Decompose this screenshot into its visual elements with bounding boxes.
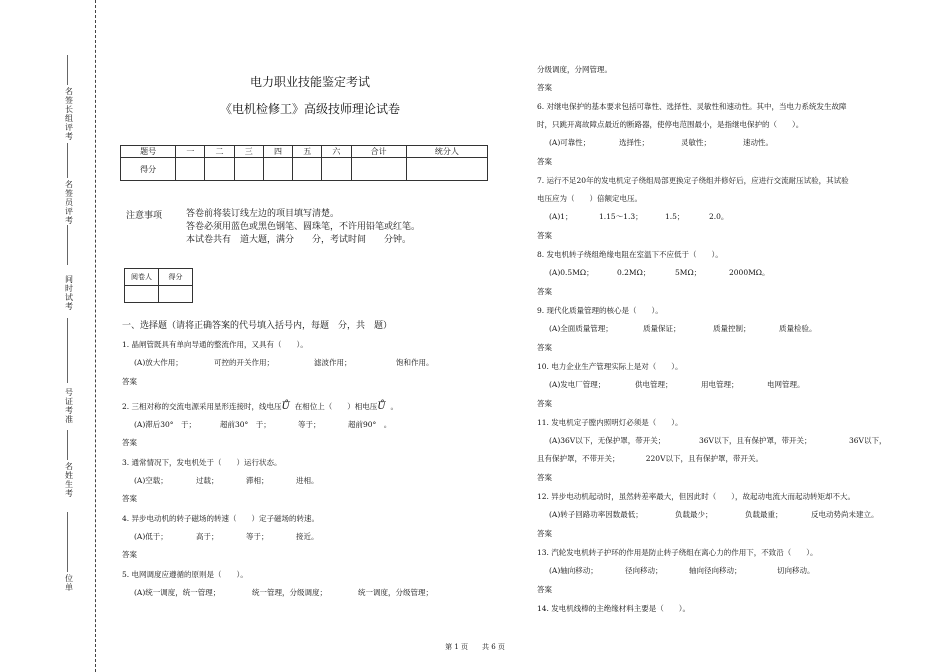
option[interactable]: 36V以下，	[849, 436, 887, 445]
notice-label: 注意事项	[126, 211, 163, 221]
page-footer: 第 1 页 共 6 页	[445, 643, 505, 651]
binding-label-assessor: 名签员评考	[65, 180, 73, 225]
question-text	[122, 401, 398, 412]
question-options	[134, 475, 319, 486]
question-text: 10. 电力企业生产管理实际上是对（ ）。	[537, 362, 683, 371]
binding-label-candidate-name: 名姓生考	[65, 462, 73, 498]
question-text: 9. 现代化质量管理的核心是（ ）。	[537, 306, 663, 315]
score-cell[interactable]	[176, 158, 205, 181]
option[interactable]: 质量保证；	[643, 324, 681, 333]
question-options	[549, 137, 773, 148]
notice-line: 答卷必须用蓝色或黑色钢笔、圆珠笔，不许用铅笔或红笔。	[186, 222, 421, 232]
option[interactable]: (A)发电厂管理；	[549, 380, 606, 389]
answer-label: 答案	[122, 377, 137, 386]
option[interactable]: 进相。	[296, 476, 319, 485]
notice-line: 本试卷共有 道大题，满分 分，考试时间 分钟。	[186, 235, 412, 245]
option[interactable]: 1.15～1.3；	[599, 212, 643, 221]
score-cell[interactable]	[293, 158, 322, 181]
option[interactable]: 负载最少；	[675, 510, 713, 519]
section-title: 一、选择题（请将正确答案的代号填入括号内，每题 分，共 题）	[122, 321, 393, 331]
option[interactable]: 轴向径向移动；	[689, 566, 742, 575]
option[interactable]: 径向移动；	[625, 566, 663, 575]
answer-label: 答案	[537, 343, 552, 352]
score-header: 合计	[351, 146, 406, 158]
option[interactable]: (A)转子回路功率因数最低；	[549, 510, 643, 519]
binding-dashed-line	[95, 0, 96, 672]
score-cell[interactable]	[406, 158, 487, 181]
option[interactable]: 饱和作用。	[396, 358, 434, 367]
question-text: 14. 发电机线棒的主绝缘材料主要是（ ）。	[537, 604, 691, 613]
score-header: 四	[263, 146, 292, 158]
question-options	[134, 419, 391, 430]
option[interactable]: 等于；	[298, 420, 321, 429]
option[interactable]: (A)0.5MΩ；	[549, 268, 594, 277]
option[interactable]: 滤波作用；	[314, 358, 352, 367]
question-text-part: 。	[390, 402, 398, 411]
answer-label: 答案	[122, 438, 137, 447]
score-header: 五	[293, 146, 322, 158]
notice-line: 答卷前将装订线左边的项目填写清楚。	[186, 209, 340, 219]
voltage-phasor-symbol: Ů	[377, 401, 386, 412]
question-text: 5. 电网调度应遵循的原则是（ ）。	[122, 570, 248, 579]
option[interactable]: 接近。	[296, 532, 319, 541]
question-options	[549, 509, 879, 520]
option[interactable]: (A)统一调度，统一管理；	[134, 588, 221, 597]
option[interactable]: (A)36V以下，无保护罩，带开关；	[549, 436, 666, 445]
answer-label: 答案	[537, 473, 552, 482]
option[interactable]: (A)滞后30° 于；	[134, 420, 197, 429]
question-text-line2: 时，只跳开离故障点最近的断路器，使停电范围最小，是指继电保护的（ ）。	[537, 120, 804, 129]
answer-label: 答案	[537, 231, 552, 240]
binding-rule	[67, 225, 68, 265]
answer-label: 答案	[537, 83, 552, 92]
question-continuation: 分级调度，分网管理。	[537, 65, 612, 74]
score-header: 统分人	[406, 146, 487, 158]
question-text: 1. 晶闸管既具有单向导通的整流作用，又具有（ ）。	[122, 340, 308, 349]
option[interactable]: 统一管理，分级调度；	[252, 588, 327, 597]
option[interactable]: 过载；	[196, 476, 219, 485]
score-cell[interactable]	[263, 158, 292, 181]
question-options	[549, 435, 886, 446]
grader-box	[124, 268, 193, 303]
score-cell[interactable]	[234, 158, 263, 181]
option[interactable]: 质量检验。	[779, 324, 817, 333]
question-options	[549, 323, 817, 334]
binding-label-group-leader: 名签长组评考	[65, 87, 73, 141]
right-column	[535, 0, 935, 672]
score-row-label: 得分	[121, 158, 176, 181]
option[interactable]: 可控的开关作用；	[214, 358, 274, 367]
score-cell[interactable]	[205, 158, 234, 181]
option[interactable]: 反电动势尚未建立。	[811, 510, 879, 519]
answer-label: 答案	[537, 287, 552, 296]
option[interactable]: 滞相；	[246, 476, 269, 485]
question-text: 7. 运行不足20年的发电机定子绕组局部更换定子绕组并修好后，应进行交流耐压试验，其试验	[537, 176, 849, 185]
question-text: 4. 异步电动机的转子磁场的转速（ ）定子磁场的转速。	[122, 514, 320, 523]
option[interactable]: 等于；	[246, 532, 269, 541]
option[interactable]: 统一调度，分级管理；	[358, 588, 433, 597]
grader-score-cell[interactable]	[159, 286, 193, 303]
option[interactable]: (A)1；	[549, 212, 573, 221]
option[interactable]: (A)可靠性；	[549, 138, 591, 147]
question-text: 8. 发电机转子绕组绝缘电阻在室温下不应低于（ ）。	[537, 250, 723, 259]
score-table	[120, 145, 488, 181]
option[interactable]: 供电管理；	[635, 380, 673, 389]
option[interactable]: (A)轴向移动；	[549, 566, 598, 575]
question-text: 12. 异步电动机起动时，虽然转差率最大，但因此时（ ），故起动电流大而起动转矩却不大。	[537, 492, 856, 501]
option[interactable]: 质量控制；	[713, 324, 751, 333]
notice-lines	[186, 208, 420, 247]
score-header: 三	[234, 146, 263, 158]
option[interactable]: 5MΩ；	[675, 268, 702, 277]
answer-label: 答案	[537, 399, 552, 408]
option[interactable]: (A)全面质量管理；	[549, 324, 613, 333]
answer-label: 答案	[537, 585, 552, 594]
answer-label: 答案	[122, 494, 137, 503]
question-text-line2: 电压应为（ ）倍额定电压。	[537, 194, 642, 203]
binding-label-unit: 位单	[65, 574, 73, 592]
score-header: 题号	[121, 146, 176, 158]
grader-label: 阅卷人	[125, 269, 159, 286]
option[interactable]: 36V以下，且有保护罩，带开关；	[699, 436, 812, 445]
option[interactable]: (A)低于；	[134, 532, 168, 541]
score-cell[interactable]	[322, 158, 351, 181]
score-header: 二	[205, 146, 234, 158]
option[interactable]: 切向移动。	[777, 566, 815, 575]
question-text: 11. 发电机定子膛内照明灯必须是（ ）。	[537, 418, 683, 427]
option[interactable]: 0.2MΩ；	[617, 268, 651, 277]
score-cell[interactable]	[351, 158, 406, 181]
option[interactable]: 选择性；	[619, 138, 649, 147]
option[interactable]: 高于；	[196, 532, 219, 541]
question-options	[549, 565, 815, 576]
binding-rule	[67, 143, 68, 178]
option[interactable]: 负载最重；	[745, 510, 783, 519]
option[interactable]: 超前30° 于；	[220, 420, 271, 429]
option[interactable]: 超前90° 。	[348, 420, 392, 429]
question-options	[549, 267, 770, 278]
question-options	[549, 211, 728, 222]
question-options	[134, 357, 434, 368]
binding-rule	[67, 430, 68, 460]
question-options	[134, 587, 433, 598]
binding-label-exam-time: 间时试考	[65, 275, 73, 311]
answer-label: 答案	[537, 529, 552, 538]
grader-score-label: 得分	[159, 269, 193, 286]
exam-subtitle: 《电机检修工》高级技师理论试卷	[219, 102, 400, 116]
question-options-continuation: 且有保护罩，不带开关； 220V以下，且有保护罩，带开关。	[537, 454, 763, 463]
option[interactable]: 2000MΩ。	[729, 268, 770, 277]
binding-rule	[67, 318, 68, 383]
option[interactable]: 灵敏性；	[681, 138, 711, 147]
voltage-phasor-symbol: Ů	[281, 401, 290, 412]
question-text: 3. 通常情况下，发电机处于（ ）运行状态。	[122, 458, 282, 467]
option[interactable]: 用电管理；	[701, 380, 739, 389]
grader-cell[interactable]	[125, 286, 159, 303]
question-text: 6. 对继电保护的基本要求包括可靠性、选择性、灵敏性和速动性。其中，当电力系统发生故障	[537, 102, 847, 111]
binding-label-admission-no: 号证考准	[65, 388, 73, 424]
question-text: 13. 汽轮发电机转子护环的作用是防止转子绕组在离心力的作用下，不致沿（ ）。	[537, 548, 818, 557]
score-header: 一	[176, 146, 205, 158]
score-header: 六	[322, 146, 351, 158]
binding-rule	[67, 512, 68, 572]
option[interactable]: 1.5；	[665, 212, 685, 221]
answer-label: 答案	[537, 157, 552, 166]
option[interactable]: 电网管理。	[767, 380, 805, 389]
option[interactable]: (A)空载；	[134, 476, 168, 485]
exam-title: 电力职业技能鉴定考试	[249, 75, 370, 89]
option[interactable]: 2.0。	[709, 212, 729, 221]
binding-rule	[67, 55, 68, 85]
left-column	[120, 0, 500, 672]
question-text-part: 2. 三相对称的交流电源采用星形连接时，线电压	[122, 402, 282, 411]
question-options	[549, 379, 805, 390]
option[interactable]: (A)放大作用；	[134, 358, 183, 367]
option[interactable]: 速动性。	[743, 138, 773, 147]
answer-label: 答案	[122, 550, 137, 559]
question-text-part: 在相位上（ ）相电压	[294, 402, 378, 411]
question-options	[134, 531, 319, 542]
